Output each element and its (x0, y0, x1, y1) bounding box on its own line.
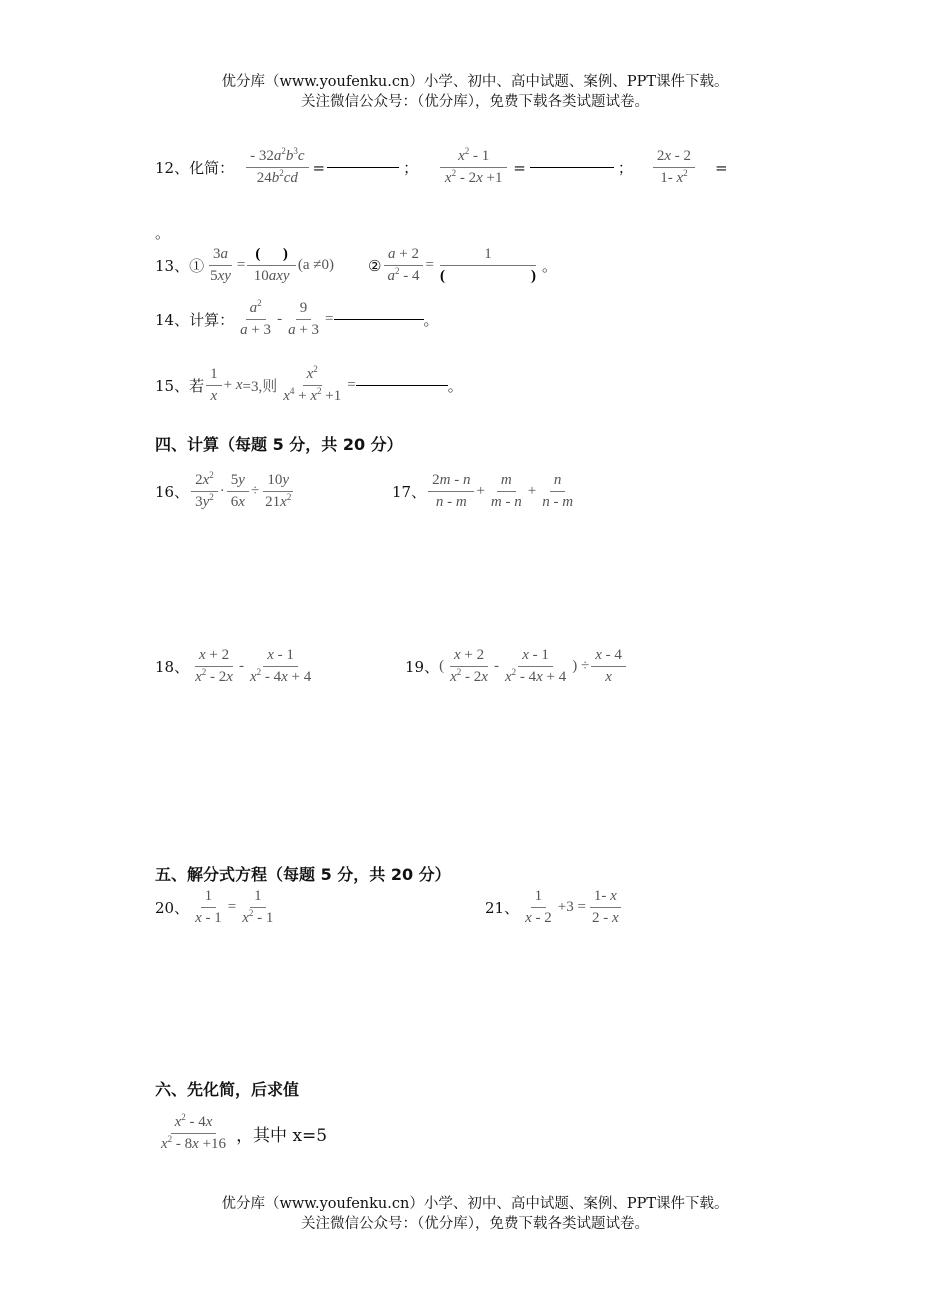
q17-fraction-2: $\frac{m}{m - n}$ (490, 472, 522, 510)
q22-text: ，其中 x=5 (236, 1126, 328, 1146)
section-6-title: 六、先化简，后求值 (155, 1080, 300, 1099)
q16-label: 16、 (155, 483, 190, 501)
q12-sep-2: ； (617, 159, 633, 177)
question-17: 17、 $\frac{2m - n}{n - m}$ + $\frac{m}{m - n}$ + $\frac{n}{n - m}$ (392, 472, 579, 511)
q15-mid: =3,则 (242, 379, 278, 395)
q18-fraction-1: $\frac{x + 2}{x^2 - 2x}$ (195, 647, 233, 685)
q22-fraction: $\frac{x^2 - 4x}{x^2 - 8x +16}$ (161, 1112, 227, 1152)
question-14: 14、计算： $\frac{a^2}{a + 3}$ - $\frac{9}{a + 3}$ = 。 (155, 298, 439, 338)
q18-fraction-2: $\frac{x - 1}{x^2 - 4x + 4}$ (249, 647, 312, 685)
q14-end: 。 (423, 311, 439, 329)
q12-fraction-2: $\frac{x^2 - 1}{x^2 - 2x +1}$ (440, 148, 507, 187)
header (0, 72, 950, 112)
q17-label: 17、 (392, 483, 427, 501)
q12-fraction-3: $\frac{2x - 2}{1- x^2}$ (653, 148, 695, 187)
q14-blank[interactable] (334, 319, 424, 320)
q21-label: 21、 (485, 899, 520, 917)
q13-end: 。 (541, 257, 557, 275)
question-12: 12、化简： $\frac{- 32a^2b^3c}{24b^2cd}$ = ； $\frac{x^2 - 1}{x^2 - 2x +1}$ = ； $\frac{2x - 2}{1- x^2}$ = (155, 146, 728, 186)
q16-fraction-3: $\frac{10y}{21x^2}$ (265, 472, 292, 510)
section-5-title: 五、解分式方程（每题 5 分，共 20 分） (155, 865, 451, 884)
q15-label: 15、若 (155, 377, 205, 395)
q17-fraction-3: $\frac{n}{n - m}$ (542, 472, 574, 510)
q18-label: 18、 (155, 658, 190, 676)
q19-label: 19、 (405, 658, 440, 676)
section-4-title: 四、计算（每题 5 分，共 20 分） (155, 435, 403, 454)
q12-blank-2[interactable] (530, 167, 614, 168)
q20-label: 20、 (155, 899, 190, 917)
footer-line2: 关注微信公众号：（优分库），免费下载各类试题试卷。 (301, 1216, 649, 1232)
q13-label2: ② (368, 256, 382, 275)
q12-end: 。 (155, 224, 171, 242)
q21-fraction-2: $\frac{1- x}{2 - x}$ (588, 888, 623, 927)
question-22 (155, 1114, 327, 1153)
q15-end: 。 (447, 377, 463, 395)
q12-blank-1[interactable] (327, 167, 399, 168)
q13-fraction-1: $\frac{3a}{5xy}$ (210, 246, 231, 284)
q16-fraction-1: $\frac{2x^2}{3y^2}$ (191, 472, 218, 511)
q15-fraction-2: $\frac{x^2}{x^4 + x^2 +1}$ (283, 364, 342, 404)
q19-fraction-3: $\frac{x - 4}{x}$ (591, 647, 626, 686)
footer (0, 1194, 950, 1234)
q16-fraction-2: $\frac{5y}{6x}$ (227, 472, 249, 511)
q15-fraction-1: $\frac{1}{x}$ (206, 366, 222, 405)
q12-sep-1: ； (403, 159, 419, 177)
q14-label: 14、计算： (155, 311, 235, 329)
question-21: 21、 $\frac{1}{x - 2}$ +3 = $\frac{1- x}{2 - x}$ (485, 888, 625, 927)
q17-fraction-1: $\frac{2m - n}{n - m}$ (428, 472, 474, 511)
q14-fraction-1: $\frac{a^2}{a + 3}$ (240, 298, 272, 338)
header-line1: 优分库（www.youfenku.cn）小学、初中、高中试题、案例、PPT课件下载。 (221, 74, 729, 90)
question-15: 15、若 $\frac{1}{x}$ + x =3,则 $\frac{x^2}{x^4 + x^2 +1}$ = 。 (155, 364, 463, 404)
q14-fraction-2: $\frac{9}{a + 3}$ (288, 300, 320, 338)
q13-label: 13、① (155, 257, 205, 275)
question-18: 18、 $\frac{x + 2}{x^2 - 2x}$ - $\frac{x - 1}{x^2 - 4x + 4}$ (155, 647, 317, 686)
q12-fraction-1: $\frac{- 32a^2b^3c}{24b^2cd}$ (246, 148, 308, 187)
q19-fraction-1: $\frac{x + 2}{x^2 - 2x}$ (450, 647, 488, 685)
footer-line1: 优分库（www.youfenku.cn）小学、初中、高中试题、案例、PPT课件下载。 (221, 1196, 729, 1212)
q21-fraction-1: $\frac{1}{x - 2}$ (525, 888, 552, 926)
q15-blank[interactable] (356, 385, 448, 386)
q13-fraction-2: $\frac{( )}{\text{10axy}}$ (247, 246, 296, 285)
question-13: 13、① $\frac{3a}{5xy}$ = $\frac{( )}{\text{10axy}}$ (a ≠0) ② $\frac{a + 2}{a^2 - 4}$ = 1 ( ) 。 (155, 246, 557, 284)
q13-fraction-3: $\frac{a + 2}{a^2 - 4}$ (383, 246, 423, 285)
q12-label: 12、化简： (155, 159, 235, 177)
q20-fraction-1: $\frac{1}{x - 1}$ (195, 888, 222, 926)
q13-fraction-4: 1 ( ) (439, 246, 536, 284)
question-20: 20、 $\frac{1}{x - 1}$ = $\frac{1}{x^2 - 1}$ (155, 888, 279, 927)
header-line2: 关注微信公众号：（优分库），免费下载各类试题试卷。 (301, 94, 649, 110)
question-16: 16、 $\frac{2x^2}{3y^2}$ · $\frac{5y}{6x}$ ÷ $\frac{10y}{21x^2}$ (155, 472, 297, 511)
q13-condition: (a ≠0) (297, 257, 335, 273)
q20-fraction-2: $\frac{1}{x^2 - 1}$ (242, 888, 274, 926)
q19-fraction-2: $\frac{x - 1}{x^2 - 4x + 4}$ (504, 647, 567, 685)
question-19: 19、 ( $\frac{x + 2}{x^2 - 2x}$ - $\frac{x - 1}{x^2 - 4x + 4}$ ) ÷ $\frac{x - 4}{x}$ (405, 647, 628, 686)
